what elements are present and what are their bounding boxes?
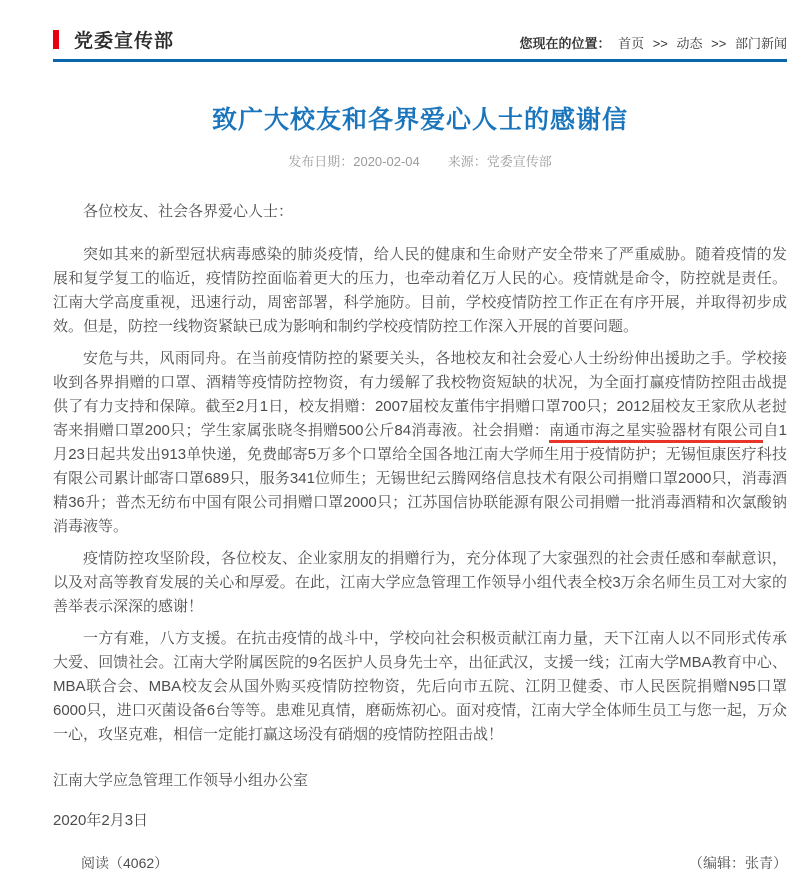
publish-date-label: 发布日期： (288, 154, 354, 169)
breadcrumb-link-home[interactable]: 首页 (618, 36, 645, 51)
department-title: 党委宣传部 (74, 31, 175, 52)
source-value: 党委宣传部 (486, 154, 552, 169)
signature-date: 2020年2月3日 (53, 812, 149, 829)
breadcrumb-label: 您现在的位置： (519, 36, 611, 51)
header-divider (53, 59, 787, 62)
paragraph-epidemic-threat: 突如其来的新型冠状病毒感染的肺炎疫情，给人民的健康和生命财产安全带来了严重威胁。随着疫情的发展和复学复工的临近，疫情防控面临着更大的压力，也牵动着亿万人民的心。疫情就是命令，防控就是责任。江南大学高度重视，迅速行动，周密部署，科学施防。目前，学校疫情防控工作正在有序开展，并取得初步成效。但是，防控一线物资紧缺已成为影响和制约学校疫情防控工作深入开展的首要问题。 (53, 246, 787, 335)
department-header-left (53, 26, 174, 53)
breadcrumb (519, 33, 787, 53)
breadcrumb-separator: >> (652, 36, 668, 51)
article-footer (53, 853, 787, 873)
editor-credit: （编辑：张青） (689, 855, 787, 871)
read-count: 阅读（4062） (81, 855, 169, 871)
department-header (53, 0, 787, 53)
paragraph-gratitude: 疫情防控攻坚阶段，各位校友、企业家朋友的捐赠行为，充分体现了大家强烈的社会责任感和奉献意识，以及对高等教育发展的关心和厚爱。在此，江南大学应急管理工作领导小组代表全校3万余名师生员工对大家的善举表示深深的感谢！ (53, 550, 787, 615)
breadcrumb-link-news[interactable]: 动态 (676, 36, 703, 51)
donations-text-before: 安危与共，风雨同舟。在当前疫情防控的紧要关头，各地校友和社会爱心人士纷纷伸出援助之手。学校接收到各界捐赠的口罩、酒精等疫情防控物资，有力缓解了我校物资短缺的状况，为全面打赢疫情防控阻击战提供了有力支持和保障。截至2月1日，校友捐赠：2007届校友董伟宇捐赠口罩700只；2012届校友王家欣从老挝寄来捐赠口罩200只；学生家属张晓冬捐赠500公斤84消毒液。社会捐赠： (53, 350, 787, 439)
salutation: 各位校友、社会各界爱心人士： (83, 203, 294, 220)
paragraph-donations (53, 347, 787, 539)
signature-line: 江南大学应急管理工作领导小组办公室 (53, 772, 309, 789)
highlighted-company-name: 南通市海之星实验器材有限公司 (549, 422, 763, 443)
publish-date: 2020-02-04 (353, 154, 420, 169)
article-title: 致广大校友和各界爱心人士的感谢信 (211, 106, 628, 134)
source-label: 来源： (447, 154, 487, 169)
article-body (53, 200, 787, 833)
donations-text-after: 自1月23日起共发出913单快递，免费邮寄5万多个口罩给全国各地江南大学师生用于疫情防护；无锡恒康医疗科技有限公司累计邮寄口罩689只，服务341位师生；无锡世纪云腾网络信息技术有限公司捐赠口罩2000只，消毒酒精36升；普杰无纺布中国有限公司捐赠口罩2000只；江苏国信协联能源有限公司捐赠一批消毒酒精和次氯酸钠消毒液等。 (53, 422, 787, 535)
department-accent-bar-icon (53, 30, 59, 49)
breadcrumb-separator: >> (711, 36, 727, 51)
paragraph-support: 一方有难，八方支援。在抗击疫情的战斗中，学校向社会积极贡献江南力量，天下江南人以不同形式传承大爱、回馈社会。江南大学附属医院的9名医护人员身先士卒，出征武汉，支援一线；江南大学MBA教育中心、MBA联合会、MBA校友会从国外购买疫情防控物资，先后向市五院、江阴卫健委、市人民医院捐赠N95口罩6000只，进口灭菌设备6台等等。患难见真情，磨砺炼初心。面对疫情，江南大学全体师生员工与您一起，万众一心，攻坚克难，相信一定能打赢这场没有硝烟的疫情防控阻击战！ (53, 630, 787, 743)
article-meta (53, 151, 787, 170)
breadcrumb-link-department-news[interactable]: 部门新闻 (734, 36, 787, 51)
